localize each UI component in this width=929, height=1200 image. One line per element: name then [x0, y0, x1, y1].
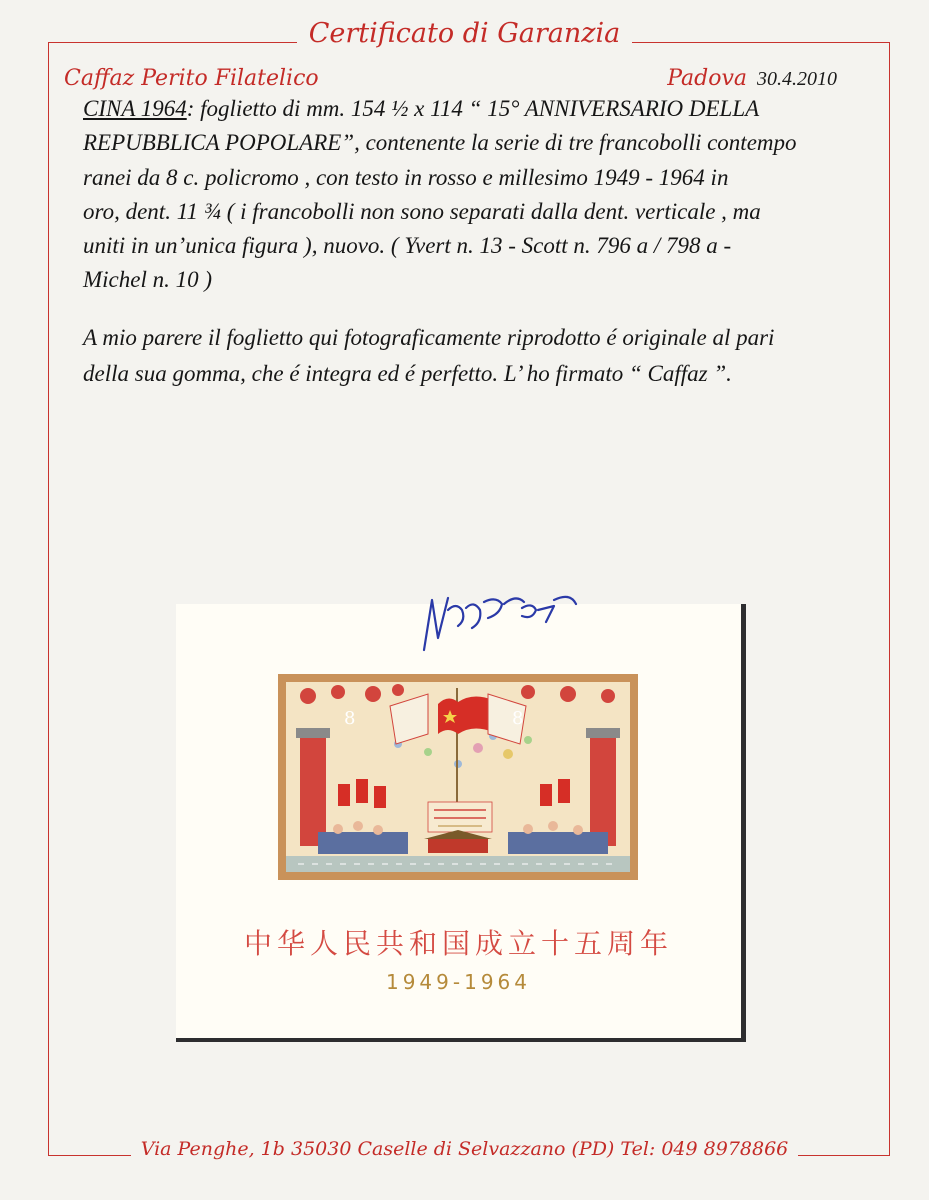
opinion-line-2: della sua gomma, che é integra ed é perfetto. L’ ho firmato “ Caffaz ”.: [83, 361, 732, 386]
description-paragraph: [83, 92, 853, 298]
opinion-paragraph: [83, 320, 853, 392]
date: 30.4.2010: [757, 68, 837, 90]
opinion-line-1: A mio parere il foglietto qui fotograficamente riprodotto é originale al pari: [83, 325, 775, 350]
description-line-4: oro, dent. 11 ¾ ( i francobolli non sono separati dalla dent. verticale , ma: [83, 198, 761, 224]
sheet-chinese-title: 中华人民共和国成立十五周年: [243, 927, 673, 960]
stamp-value-1: 8: [344, 708, 356, 729]
issuer-name: Caffaz Perito Filatelico: [64, 66, 319, 91]
tiananmen-gate: [428, 839, 488, 853]
central-plaque: [428, 802, 492, 832]
stamp-value-2: 8: [512, 708, 524, 729]
description-line-5: uniti in un’unica figura ), nuovo. ( Yvert n. 13 - Scott n. 796 a / 798 a -: [83, 233, 732, 259]
right-tower: [590, 734, 616, 846]
stamp-strip-image: [278, 674, 638, 880]
place-date: [667, 66, 837, 91]
place: Padova: [667, 66, 747, 91]
sheet-years: 1949-1964: [385, 970, 531, 994]
certificate-title: Certificato di Garanzia: [0, 18, 929, 49]
description-line-6: Michel n. 10 ): [83, 267, 213, 293]
certificate-footer: Via Penghe, 1b 35030 Caselle di Selvazzano (PD) Tel: 049 8978866: [0, 1138, 929, 1160]
caffaz-signature: [404, 580, 584, 660]
description-line-3: ranei da 8 c. policromo , con testo in rosso e millesimo 1949 - 1964 in: [83, 164, 729, 190]
description-line-1: CINA 1964: foglietto di mm. 154 ½ x 114 “ 15° ANNIVERSARIO DELLA: [83, 96, 760, 121]
description-line-2: REPUBBLICA POPOLARE”, contenente la serie di tre francobolli contempo: [83, 130, 797, 156]
left-tower: [300, 734, 326, 846]
description-lead: CINA 1964: [83, 96, 187, 121]
